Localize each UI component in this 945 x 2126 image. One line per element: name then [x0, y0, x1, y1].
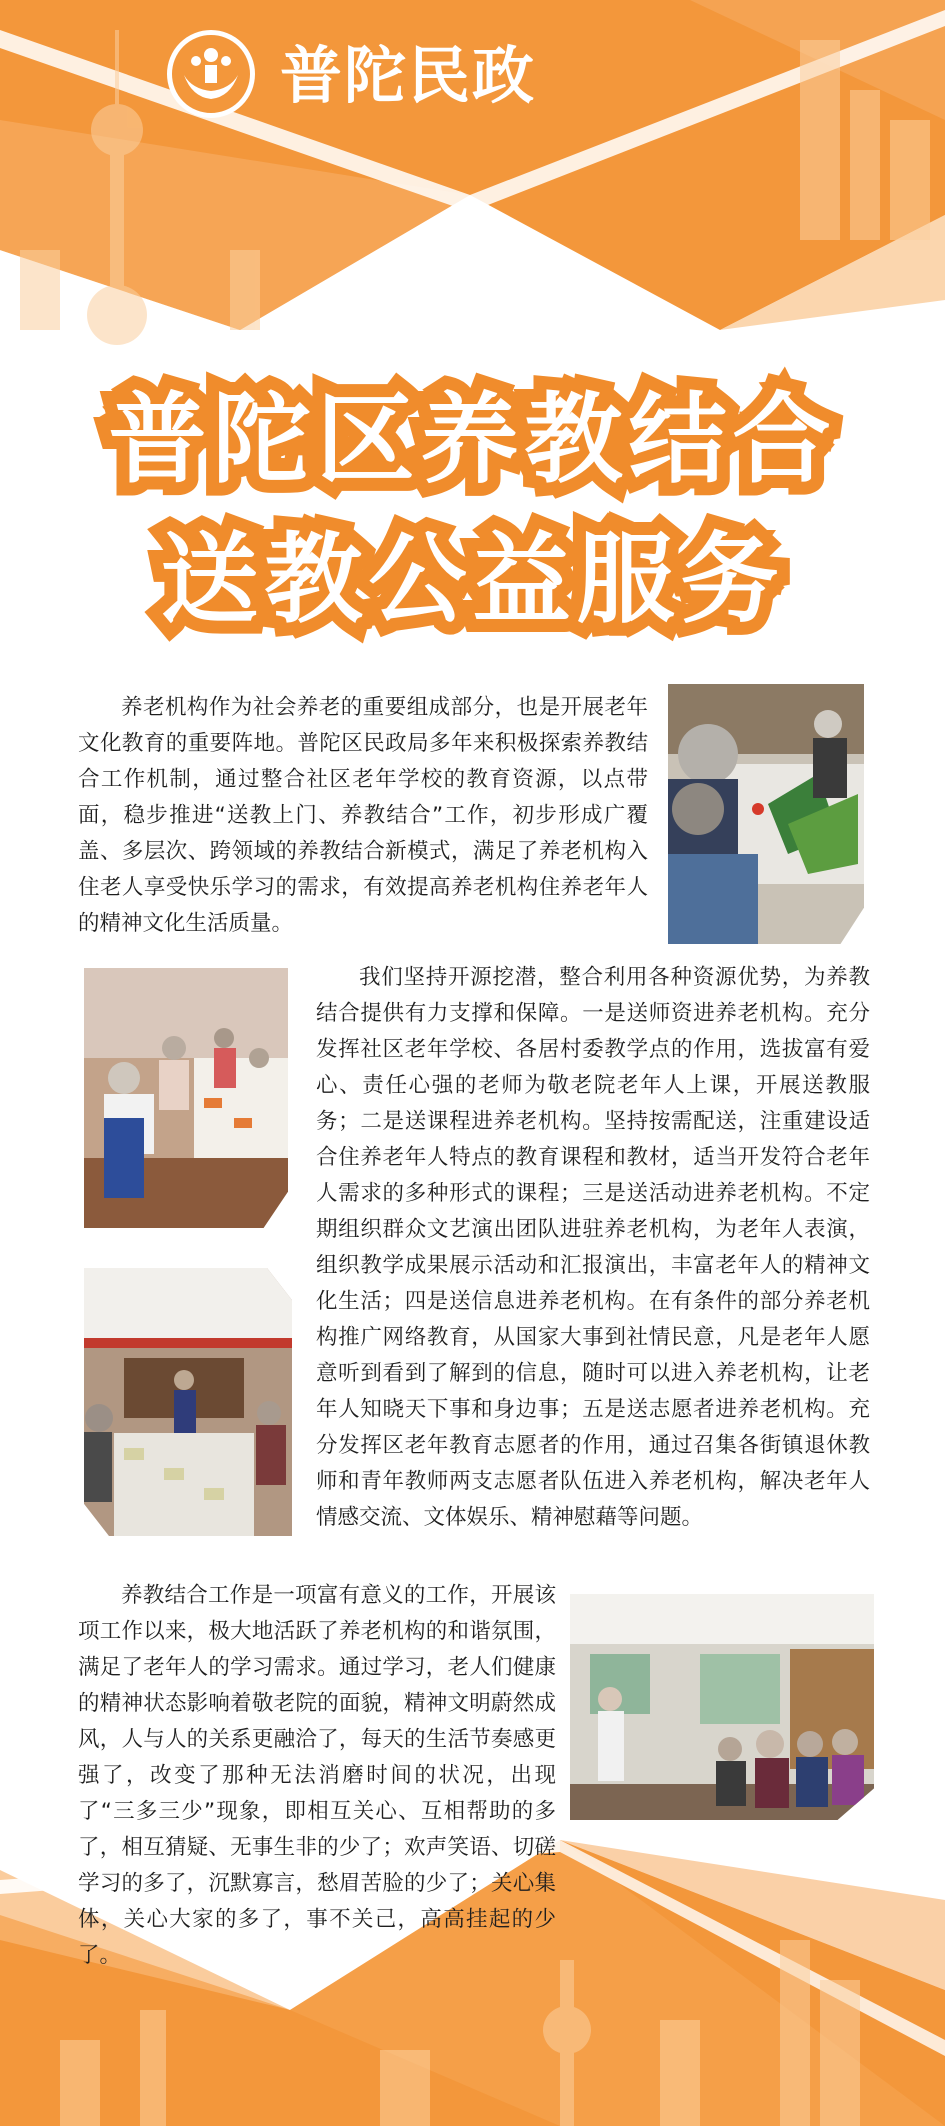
- page-title-line-2: 送教公益服务: [160, 523, 785, 637]
- elderly-class-photo: [84, 968, 288, 1228]
- body-paragraph-1: 养老机构作为社会养老的重要组成部分，也是开展老年文化教育的重要阵地。普陀区民政局多年来积极探索养教结合工作机制，通过整合社区老年学校的教育资源，以点带面，稳步推进“送教上门、养教结合”工作，初步形成广覆盖、多层次、跨领域的养教结合新模式，满足了养老机构入住老人享受快乐学习的需求，有效提高养老机构住养老年人的精神文化生活质量。: [78, 695, 648, 936]
- lecture-room-photo: [84, 1268, 292, 1536]
- group-exercise-photo: [570, 1594, 874, 1820]
- logo-text: 普陀民政: [280, 39, 537, 112]
- people-hands-emblem-icon: [167, 30, 255, 118]
- body-paragraph-2: 我们坚持开源挖潜，整合利用各种资源优势，为养教结合提供有力支撑和保障。一是送师资进养老机构。充分发挥社区老年学校、各居村委教学点的作用，选拔富有爱心、责任心强的老师为敬老院老年人上课，开展送教服务；二是送课程进养老机构。坚持按需配送，注重建设适合住养老年人特点的教育课程和教材，适当开发符合老年人需求的多种形式的课程；三是送活动进养老机构。不定期组织群众文艺演出团队进驻养老机构，为老年人表演，组织教学成果展示活动和汇报演出，丰富老年人的精神文化生活；四是送信息进养老机构。在有条件的部分养老机构推广网络教育，从国家大事到社情民意，凡是老年人愿意听到看到了解到的信息，随时可以进入养老机构，让老年人知晓天下事和身边事；五是送志愿者进养老机构。充分发挥区老年教育志愿者的作用，通过召集各街镇退休教师和青年教师两支志愿者队伍进入养老机构，解决老年人情感交流、文体娱乐、精神慰藉等问题。: [316, 965, 870, 1530]
- flower-arranging-photo: [668, 684, 864, 944]
- body-paragraph-3: 养教结合工作是一项富有意义的工作，开展该项工作以来，极大地活跃了养老机构的和谐氛围，满足了老年人的学习需求。通过学习，老人们健康的精神状态影响着敬老院的面貌，精神文明蔚然成风，人与人的关系更融洽了，每天的生活节奏感更强了，改变了那种无法消磨时间的状况，出现了“三多三少”现象，即相互关心、互相帮助的多了，相互猜疑、无事生非的少了；欢声笑语、切磋学习的多了，沉默寡言，愁眉苦脸的少了；关心集体，关心大家的多了，事不关己，高高挂起的少了。: [78, 1583, 556, 1968]
- page-title-line-1: 普陀区养教结合: [108, 383, 837, 497]
